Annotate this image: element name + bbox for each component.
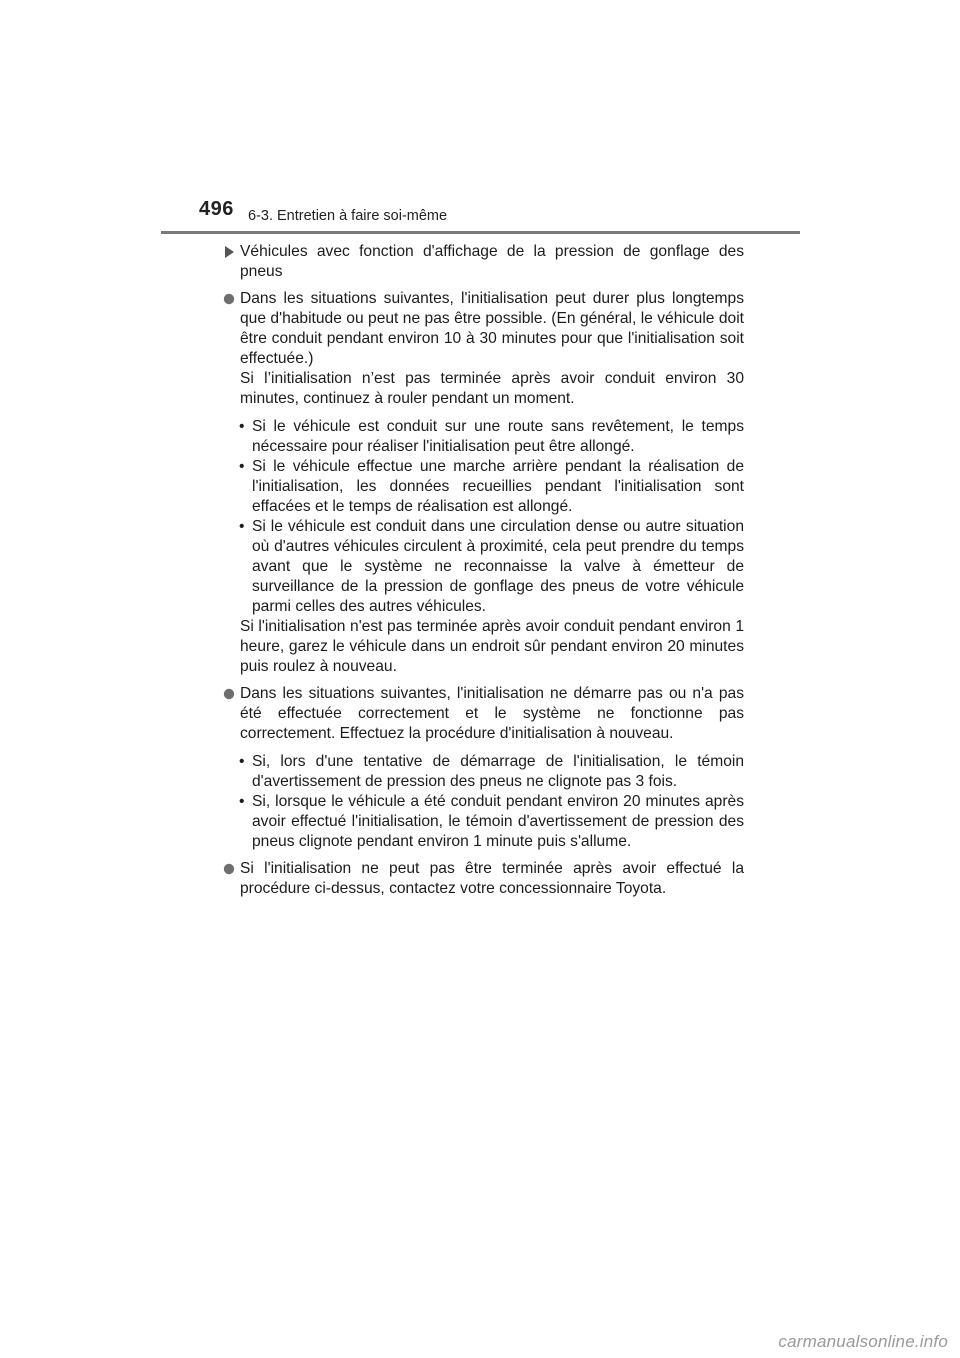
sub-item-text: Si le véhicule est conduit sur une route sans revêtement, le temps nécessaire pour réaliser l'initialisation peut être allongé. bbox=[252, 418, 744, 455]
bullet-item bbox=[222, 289, 744, 409]
header-divider bbox=[161, 231, 800, 234]
dot-bullet-icon: • bbox=[239, 418, 245, 435]
page-header bbox=[0, 0, 960, 240]
heading-text: Véhicules avec fonction d'affichage de la pression de gonflage des pneus bbox=[240, 243, 744, 280]
sub-list-item bbox=[222, 417, 744, 457]
circle-bullet-icon bbox=[223, 289, 237, 309]
bullet-item bbox=[222, 859, 744, 899]
sub-item-text: Si, lors d'une tentative de démarrage de l'initialisation, le témoin d'avertissement de pression des pneus ne clignote pas 3 fois. bbox=[252, 753, 744, 790]
sub-item-text: Si le véhicule effectue une marche arrière pendant la réalisation de l'initialisation, les données recueillies pendant l'initialisation sont effacées et le temps de réalisation est allongé. bbox=[252, 458, 744, 515]
sub-list-item bbox=[222, 517, 744, 617]
sub-list-item bbox=[222, 792, 744, 852]
dot-bullet-icon: • bbox=[239, 793, 245, 810]
dot-bullet-icon: • bbox=[239, 518, 245, 535]
circle-bullet-icon bbox=[223, 859, 237, 879]
section-title: 6-3. Entretien à faire soi-même bbox=[248, 208, 448, 224]
sub-item-text: Si, lorsque le véhicule a été conduit pendant environ 20 minutes après avoir effectué l'initialisation, le témoin d'avertissement de pression des pneus clignote pendant environ 1 minute puis s'allume. bbox=[252, 793, 744, 850]
subsection-heading bbox=[222, 242, 744, 282]
watermark-logo: carmanualsonline.info bbox=[778, 1332, 948, 1351]
bullet-text: Dans les situations suivantes, l'initialisation peut durer plus longtemps que d'habitude ou peut ne pas être possible. (En général, le véhicule doit être conduit pendant environ 10 à 30 minutes pour que l'initialisation soit effectuée.) bbox=[240, 290, 744, 367]
dot-bullet-icon: • bbox=[239, 753, 245, 770]
sub-item-text: Si le véhicule est conduit dans une circulation dense ou autre situation où d'autres véhicules circulent à proximité, cela peut prendre du temps avant que le système ne reconnaisse la valve à émetteur de surveillance de la pression de gonflage des pneus de votre véhicule parmi celles des autres véhicules. bbox=[252, 518, 744, 615]
follow-up-text: Si l'initialisation n'est pas terminée après avoir conduit pendant environ 1 heure, garez le véhicule dans un endroit sûr pendant environ 20 minutes puis roulez à nouveau. bbox=[240, 618, 744, 675]
dot-bullet-icon: • bbox=[239, 458, 245, 475]
sub-list-item bbox=[222, 752, 744, 792]
triangle-arrow-icon bbox=[223, 242, 237, 262]
document-body bbox=[222, 242, 744, 899]
bullet-note: Si l’initialisation n’est pas terminée après avoir conduit environ 30 minutes, continuez à rouler pendant un moment. bbox=[240, 370, 744, 407]
page-number: 496 bbox=[199, 198, 234, 220]
circle-bullet-icon bbox=[223, 684, 237, 704]
sub-list-item bbox=[222, 457, 744, 517]
bullet-text: Dans les situations suivantes, l'initialisation ne démarre pas ou n'a pas été effectuée correctement et le système ne fonctionne pas correctement. Effectuez la procédure d'initialisation à nouveau. bbox=[240, 685, 744, 742]
bullet-item bbox=[222, 684, 744, 744]
bullet-text: Si l'initialisation ne peut pas être terminée après avoir effectué la procédure ci-dessus, contactez votre concessionnaire Toyota. bbox=[240, 860, 744, 897]
